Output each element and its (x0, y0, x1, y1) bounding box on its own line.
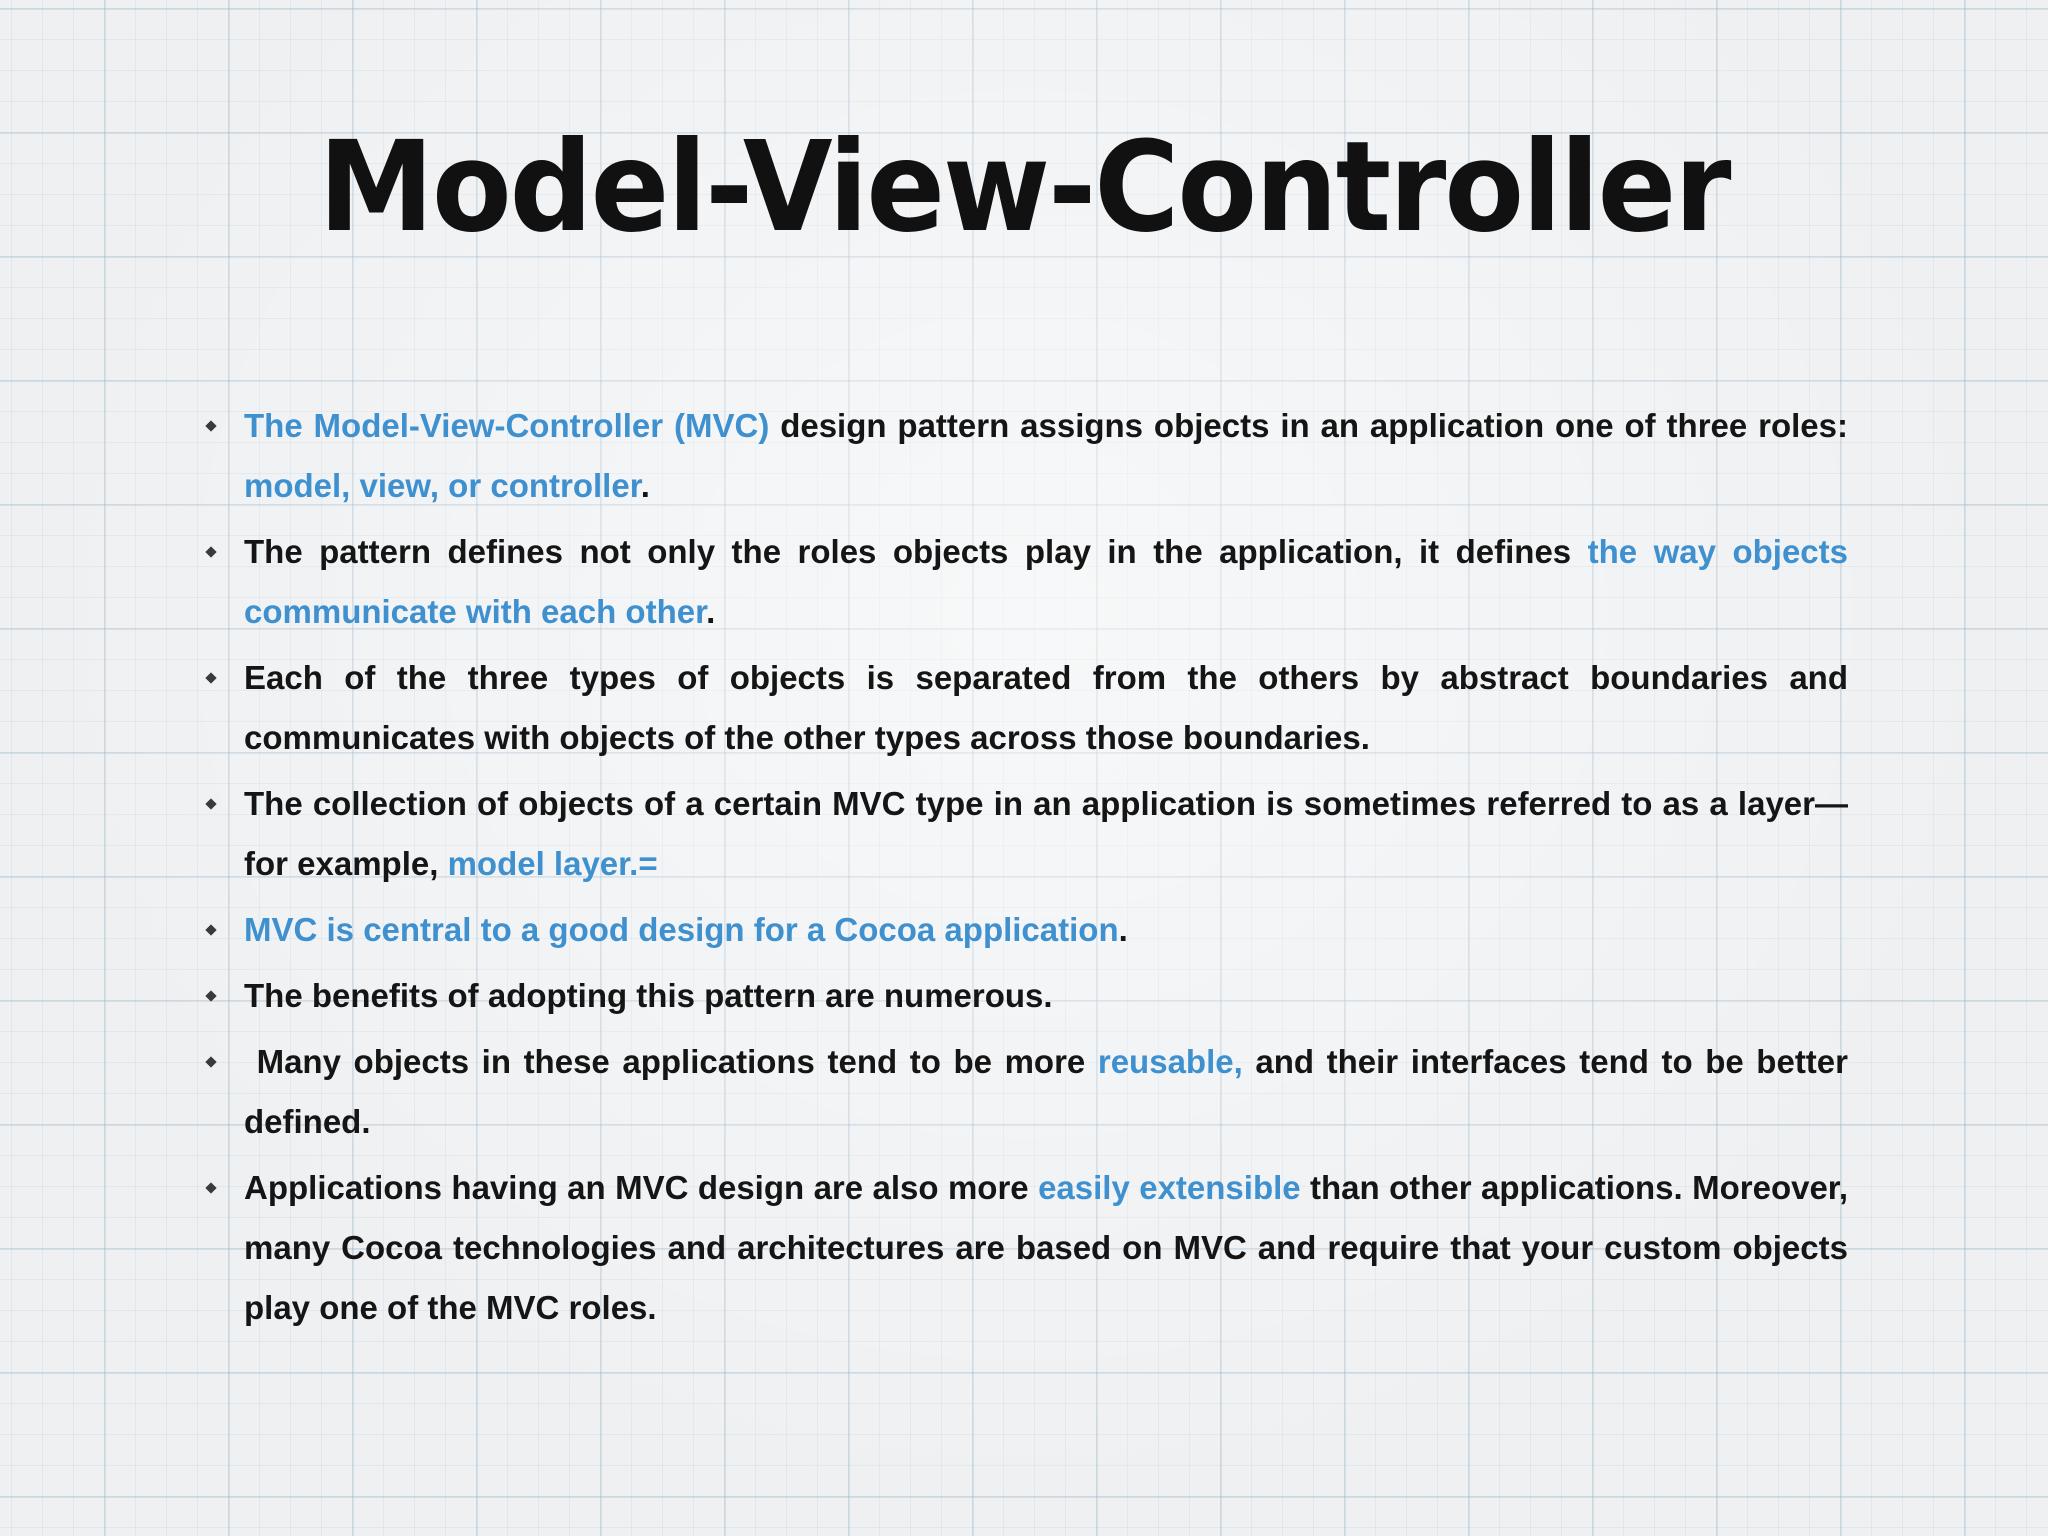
bullet-marker-icon (205, 420, 216, 431)
bullet-text-segment: . (640, 467, 650, 504)
bullet-text-segment: model layer.= (447, 845, 658, 882)
bullet-marker-icon (205, 924, 216, 935)
bullet-marker-icon (205, 1056, 216, 1067)
bullet-item (205, 648, 1848, 768)
bullet-text-segment: MVC is central to a good design for a Cocoa application (244, 911, 1119, 948)
bullet-item (205, 1032, 1848, 1152)
bullet-text-segment: . (706, 593, 716, 630)
bullet-item (205, 774, 1848, 894)
bullet-item (205, 396, 1848, 516)
bullet-text-segment: easily extensible (1038, 1169, 1301, 1206)
bullet-text-segment: model, view, or controller (244, 467, 641, 504)
bullet-text-segment: The pattern defines not only the roles objects play in the application, it defines (244, 533, 1588, 570)
bullet-text-segment: than other applications. Moreover, many Cocoa technologies and architectures are based on MVC and require that your custom objects play one of the MVC roles. (244, 1169, 1848, 1326)
bullet-marker-icon (205, 672, 216, 683)
bullet-text-segment: The benefits of adopting this pattern are numerous. (244, 977, 1053, 1014)
bullet-item (205, 522, 1848, 642)
bullet-text-segment: and their interfaces tend to be better defined. (244, 1043, 1848, 1140)
bullet-text-segment: . (1118, 911, 1128, 948)
bullet-text-segment: Each of the three types of objects is separated from the others by abstract boundaries and communicates with objects of the other types across those boundaries. (244, 659, 1848, 756)
bullet-item (205, 1158, 1848, 1338)
bullet-marker-icon (205, 798, 216, 809)
bullet-item (205, 900, 1848, 960)
bullet-marker-icon (205, 1182, 216, 1193)
bullet-marker-icon (205, 990, 216, 1001)
bullet-text-segment: Many objects in these applications tend to be more (244, 1043, 1098, 1080)
bullet-text-segment: design pattern assigns objects in an application one of three roles: (769, 407, 1848, 444)
bullet-text-segment: the way objects communicate with each other (244, 533, 1848, 630)
bullet-text-segment: The Model-View-Controller (MVC) (244, 407, 770, 444)
bullet-text-segment: The collection of objects of a certain MVC type in an application is sometimes referred to as a layer—for example, (244, 785, 1848, 882)
bullet-text-segment: Applications having an MVC design are also more (244, 1169, 1039, 1206)
bullet-marker-icon (205, 546, 216, 557)
bullet-text-segment: reusable, (1097, 1043, 1243, 1080)
bullet-list (205, 396, 1848, 1344)
slide-title: Model-View-Controller (318, 114, 1730, 261)
bullet-item (205, 966, 1848, 1026)
